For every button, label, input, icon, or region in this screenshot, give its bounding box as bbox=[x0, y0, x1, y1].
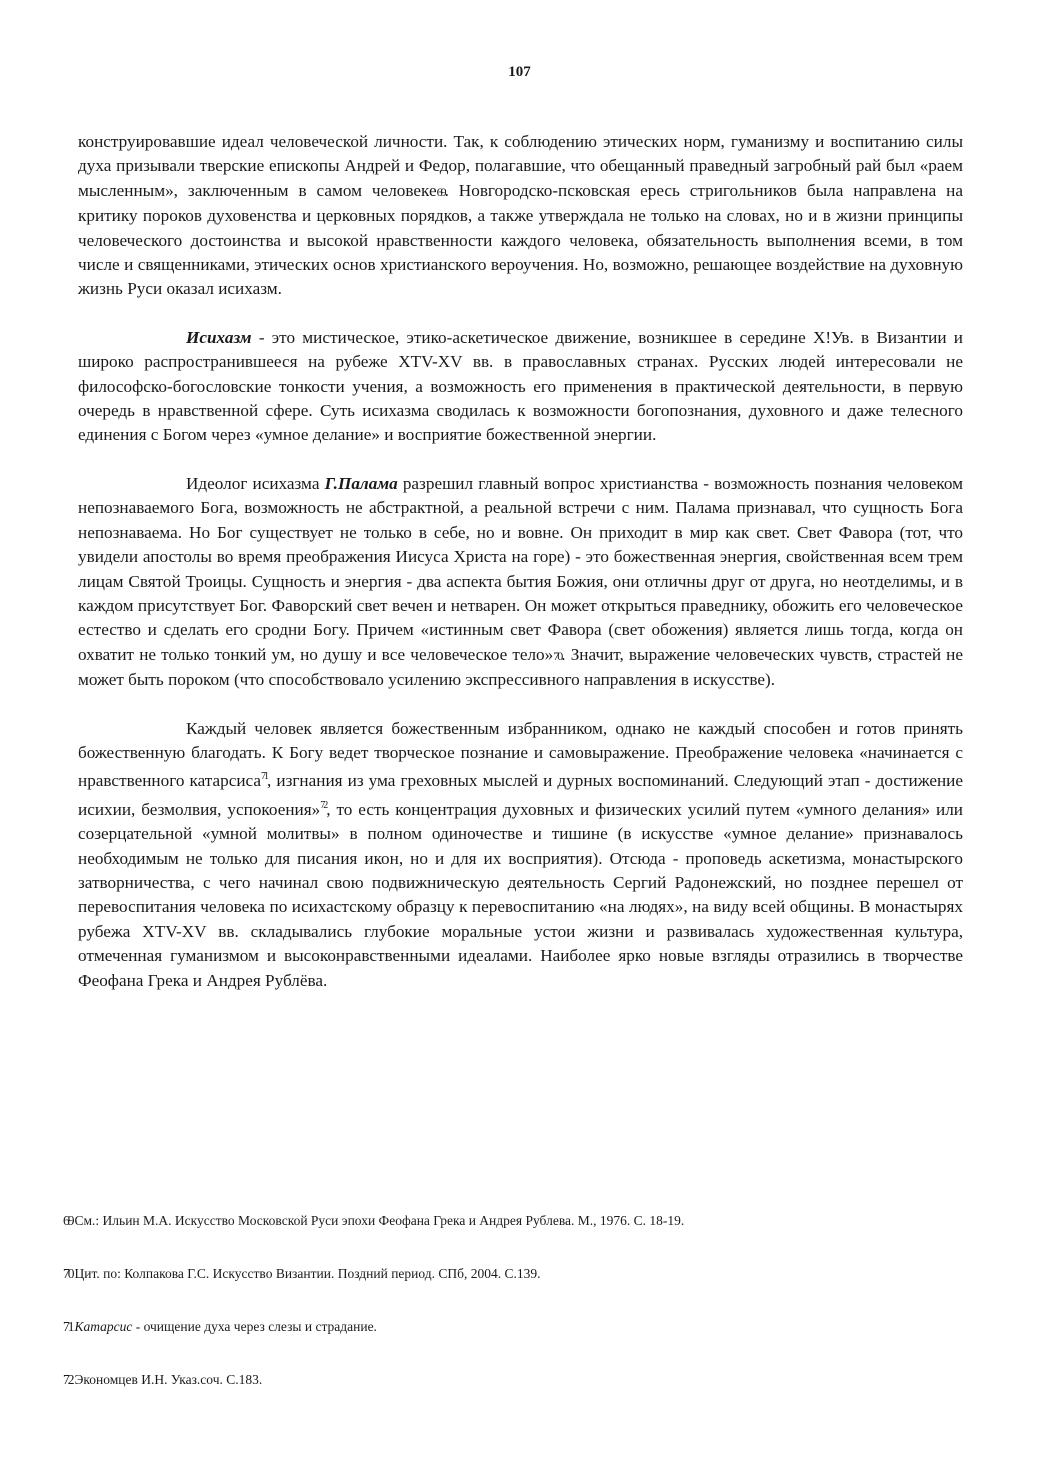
footnotes bbox=[63, 1212, 983, 1424]
body-text bbox=[78, 130, 963, 1017]
footnote-ref[interactable]: 69 bbox=[436, 184, 445, 199]
footnote-72: 72 Экономцев И.Н. Указ.соч. С.183. bbox=[63, 1372, 263, 1387]
footnote-70: 70 Цит. по: Колпакова Г.С. Искусство Византии. Поздний период. СПб, 2004. С.139. bbox=[63, 1266, 541, 1281]
footnote-71: 71 Катарсис - очищение духа через слезы и страдание. bbox=[63, 1319, 377, 1334]
paragraph: Каждый человек является божественным избранником, однако не каждый способен и готов принять божественную благодать. К Богу ведет творческое познание и самовыражение. Преображение человека «начинается с нравственного катарсиса$^{71}$, изгнания из ума греховных мыслей и дурных воспоминаний. Следующий этап - достижение исихии, безмолвия, успокоения»$^{72}$, то есть концентрация духовных и физических усилий путем «умного делания» или созерцательной «умной молитвы» в полном одиночестве и тишине (в искусстве «умное делание» признавалось необходимым не только для писания икон, но и для их восприятия). Отсюда - проповедь аскетизма, монастырского затворничества, с чего начинал свою подвижническую деятельность Сергий Радонежский, но позднее перешел от перевоспитания человека по исихастскому образцу к перевоспитанию «на людях», на виду всей общины. В монастырях рубежа XTV-XV вв. складывались глубокие моральные устои жизни и развивалась художественная культура, отмеченная гуманизмом и высоконравственными идеалами. Наиболее ярко новые взгляды отразились в творчестве Феофана Грека и Андрея Рублёва. bbox=[78, 718, 964, 990]
footnote-69: 69 См.: Ильин М.А. Искусство Московской Руси эпохи Феофана Грека и Андрея Рублева. М., 1976. С. 18-19. bbox=[63, 1213, 685, 1228]
footnote-ref[interactable]: 72 bbox=[320, 799, 327, 811]
paragraph: конструировавшие идеал человеческой личности. Так, к соблюдению этических норм, гуманизму и воспитанию силы духа призывали тверские епископы Андрей и Федор, полагавшие, что обещанный праведный загробный рай был «раем мысленным», заключенным в самом человеке69. Новгородско-псковская ересь стригольников была направлена на критику пороков духовенства и церковных порядков, а также утверждала не только на словах, но и в жизни принципы человеческого достоинства и высокой нравственности каждого человека, обязательность выполнения всеми, в том числе и священниками, этических основ христианского вероучения. Но, возможно, решающее воздействие на духовную жизнь Руси оказал исихазм. bbox=[78, 132, 963, 299]
page-number: 107 bbox=[508, 64, 531, 80]
term-hesychasm: Исихазм bbox=[186, 327, 252, 347]
term-palamas: Г.Палама bbox=[324, 473, 398, 493]
paragraph: Исихазм - это мистическое, этико-аскетическое движение, возникшее в середине X!Ув. в Византии и широко распространившееся на рубеже XTV-XV вв. в православных странах. Русских людей интересовали не философско-богословские тонкости учения, а возможность его применения в практической деятельности, в первую очередь в нравственной сфере. Суть исихазма сводилась к возможности богопознания, духовного и даже телесного единения с Богом через «умное делание» и восприятие божественной энергии. bbox=[78, 327, 963, 445]
footnote-ref[interactable]: 70 bbox=[553, 648, 562, 663]
paragraph: Идеолог исихазма Г.Палама разрешил главный вопрос христианства - возможность познания человеком непознаваемого Бога, возможность не абстрактной, а реальной встречи с ним. Палама признавал, что сущность Бога непознаваема. Но Бог существует не только в себе, но и вовне. Он приходит в мир как свет. Свет Фавора (тот, что увидели апостолы во время преображения Иисуса Христа на горе) - это божественная энергия, свойственная всем трем лицам Святой Троицы. Сущность и энергия - два аспекта бытия Божия, они отличны друг от друга, но неотделимы, и в каждом присутствует Бог. Фаворский свет вечен и нетварен. Он может открыться праведнику, обожить его человеческое естество и сделать его сродни Богу. Причем «истинным свет Фавора (свет обожения) является лишь тогда, когда он охватит не только тонкий ум, но душу и все человеческое тело»70. Значит, выражение человеческих чувств, страстей не может быть пороком (что способствовало усилению экспрессивного направления в искусстве). bbox=[78, 473, 963, 690]
footnote-ref[interactable]: 71 bbox=[261, 771, 268, 783]
